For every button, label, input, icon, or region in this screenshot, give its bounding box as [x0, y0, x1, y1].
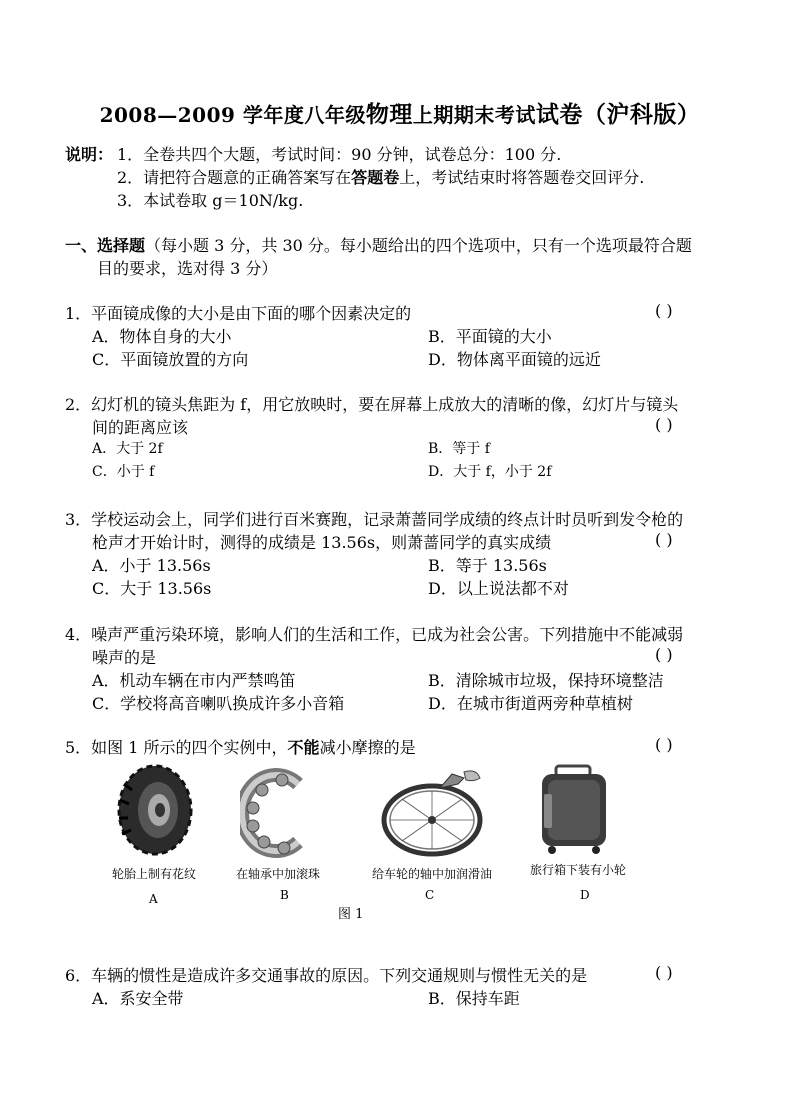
- title-part2: 物理: [365, 101, 413, 128]
- q1-option-b: B．平面镜的大小: [428, 327, 552, 346]
- q4-option-d: D．在城市街道两旁种草植树: [428, 694, 633, 713]
- note-2-c: 上，考试结束时将答题卷交回评分.: [399, 168, 645, 187]
- q5-stem-a: 5．如图 1 所示的四个实例中，: [65, 738, 288, 757]
- section1-heading: 一、选择题: [65, 236, 146, 255]
- section1-line1: [65, 233, 692, 256]
- q5-stem: [65, 735, 416, 758]
- title-part4: 试卷（沪科版）: [535, 101, 701, 128]
- q4-option-a: A．机动车辆在市内严禁鸣笛: [92, 671, 296, 690]
- q3-option-b: B．等于 13.56s: [428, 556, 547, 575]
- title-part1: 2008—2009 学年度八年级: [99, 103, 366, 127]
- q6-stem: 6．车辆的惯性是造成许多交通事故的原因。下列交通规则与惯性无关的是: [65, 966, 588, 985]
- q3-answer-paren: ( ): [655, 530, 673, 549]
- note-2-a: 2．请把符合题意的正确答案写在: [117, 168, 352, 187]
- figure-letter-d: D: [580, 888, 590, 902]
- note-2: [117, 165, 644, 188]
- q3-option-c: C．大于 13.56s: [92, 579, 212, 598]
- q2-stem-1: 2．幻灯机的镜头焦距为 f，用它放映时，要在屏幕上成放大的清晰的像，幻灯片与镜头: [65, 395, 679, 414]
- q1-option-a: A．物体自身的大小: [92, 327, 232, 346]
- q2-option-b: B．等于 f: [428, 441, 490, 457]
- q4-option-c: C．学校将高音喇叭换成许多小音箱: [92, 694, 345, 713]
- q5-stem-b: 不能: [287, 738, 320, 757]
- note-1: 1．全卷共四个大题，考试时间：90 分钟，试卷总分：100 分.: [117, 145, 562, 164]
- q6-answer-paren: ( ): [655, 963, 673, 982]
- figure-letter-c: C: [425, 888, 435, 902]
- bearing-image: [240, 768, 320, 858]
- q6-option-b: B．保持车距: [428, 989, 520, 1008]
- q2-option-a: A．大于 2f: [92, 441, 163, 457]
- q5-stem-c: 减小摩擦的是: [319, 738, 416, 757]
- note-3: 3．本试卷取 g＝10N/kg.: [117, 191, 304, 210]
- q3-option-a: A．小于 13.56s: [92, 556, 211, 575]
- q1-option-c: C．平面镜放置的方向: [92, 350, 249, 369]
- tire-image: [112, 764, 194, 856]
- page-title: [0, 96, 800, 129]
- notes-label: 说明：: [65, 145, 114, 164]
- q1-answer-paren: ( ): [655, 301, 673, 320]
- q6-option-a: A．系安全带: [92, 989, 184, 1008]
- figure-letter-a: A: [149, 892, 158, 906]
- wheel-oil-image: [380, 768, 490, 858]
- figure-caption-d: 旅行箱下装有小轮: [530, 863, 627, 877]
- q2-option-c: C．小于 f: [92, 464, 155, 480]
- q4-stem-1: 4．噪声严重污染环境，影响人们的生活和工作，已成为社会公害。下列措施中不能减弱: [65, 625, 684, 644]
- q3-stem-2: 枪声才开始计时，测得的成绩是 13.56s，则萧蔷同学的真实成绩: [92, 533, 552, 552]
- figure-caption-c: 给车轮的轴中加润滑油: [372, 867, 493, 881]
- q3-option-d: D．以上说法都不对: [428, 579, 569, 598]
- title-part3: 上期期末考试: [412, 103, 536, 127]
- figure-caption-b: 在轴承中加滚珠: [236, 867, 321, 881]
- suitcase-image: [534, 764, 614, 856]
- q4-option-b: B．清除城市垃圾，保持环境整洁: [428, 671, 664, 690]
- q4-stem-2: 噪声的是: [92, 648, 157, 667]
- q2-answer-paren: ( ): [655, 415, 673, 434]
- q3-stem-1: 3．学校运动会上，同学们进行百米赛跑，记录萧蔷同学成绩的终点计时员听到发令枪的: [65, 510, 684, 529]
- figure-letter-b: B: [280, 888, 289, 902]
- figure-caption-a: 轮胎上制有花纹: [112, 867, 197, 881]
- section1-desc1: （每小题 3 分，共 30 分。每小题给出的四个选项中，只有一个选项最符合题: [145, 236, 692, 255]
- note-2-b: 答题卷: [351, 168, 400, 187]
- q2-option-d: D．大于 f，小于 2f: [428, 464, 552, 480]
- q2-stem-2: 间的距离应该: [92, 418, 189, 437]
- q4-answer-paren: ( ): [655, 645, 673, 664]
- q1-stem: 1．平面镜成像的大小是由下面的哪个因素决定的: [65, 304, 412, 323]
- figure-label: 图 1: [338, 907, 364, 922]
- q5-answer-paren: ( ): [655, 735, 673, 754]
- q1-option-d: D．物体离平面镜的远近: [428, 350, 601, 369]
- section1-desc2: 目的要求，选对得 3 分）: [97, 259, 278, 278]
